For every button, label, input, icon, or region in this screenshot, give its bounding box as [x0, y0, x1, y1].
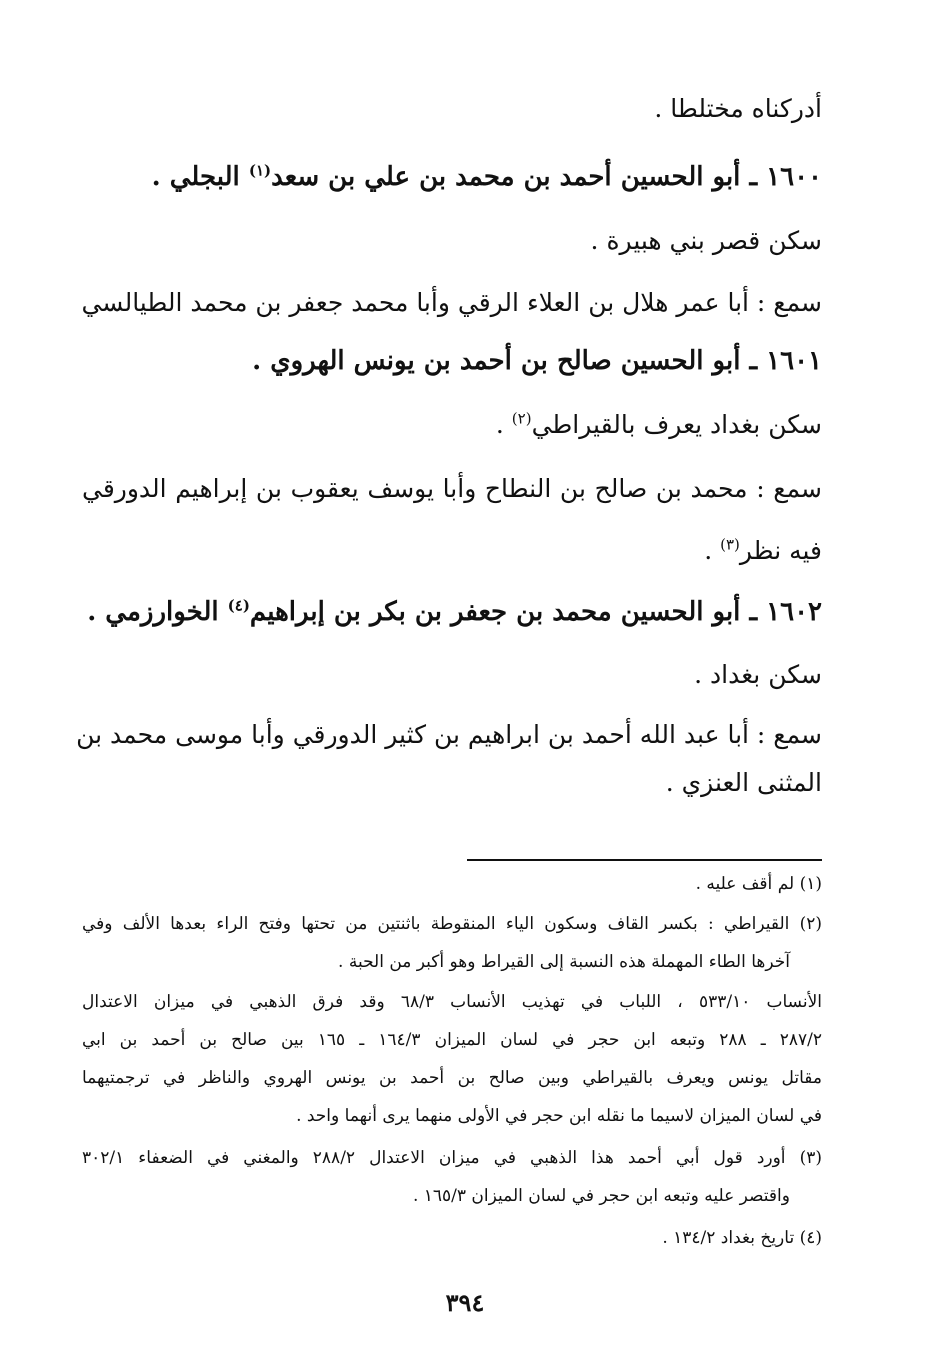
footnote-divider — [467, 859, 822, 861]
entry-1600-heading — [152, 160, 822, 194]
footnote-1: (١) لم أقف عليه . — [695, 874, 822, 894]
footnote-2-line-6: في لسان الميزان لاسيما ما نقله ابن حجر في الأولى منهما يرى أنهما واحد . — [296, 1106, 822, 1126]
entry-1602-heard: سمع : أبا عبد الله أحمد بن ابراهيم بن كثير الدورقي وأبا موسى محمد بن — [76, 720, 822, 749]
footnote-ref-2: (٢) — [511, 409, 532, 428]
entry-1602-tail: الخوارزمي . — [87, 597, 228, 627]
entry-1600-text: ١٦٠٠ ـ أبو الحسين أحمد بن محمد بن علي بن سعد — [271, 162, 822, 192]
footnote-3-line-1: (٣) أورد قول أبي أحمد هذا الذهبي في ميزان الاعتدال ٢٨٨/٢ والمغني في الضعفاء ٣٠٢/١ — [82, 1148, 822, 1168]
footnote-2-line-3: الأنساب ٥٣٣/١٠ ، اللباب في تهذيب الأنساب ٦٨/٣ وقد فرق الذهبي في ميزان الاعتدال — [82, 992, 823, 1012]
text-line-adraknahu: أدركناه مختلطا . — [654, 94, 822, 123]
footnote-4: (٤) تاريخ بغداد ١٣٤/٢ . — [662, 1228, 822, 1248]
entry-1601-remark — [704, 534, 822, 568]
entry-1602-residence: سكن بغداد . — [694, 660, 822, 689]
footnote-2-line-5: مقاتل يونس ويعرف بالقيراطي وبين صالح بن أحمد بن يونس الهروي والناظر في ترجمتيهما — [82, 1068, 822, 1088]
footnote-2-line-2: آخرها الطاء المهملة هذه النسبة إلى القيراط وهو أكبر من الحبة . — [338, 952, 790, 972]
entry-1601-heard: سمع : محمد بن صالح بن النطاح وأبا يوسف يعقوب بن إبراهيم الدورقي — [82, 474, 822, 503]
footnote-2-line-4: ٢٨٧/٢ ـ ٢٨٨ وتبعه ابن حجر في لسان الميزان ١٦٤/٣ ـ ١٦٥ بين صالح بن أحمد بن ابي — [82, 1030, 822, 1050]
entry-1600-residence: سكن قصر بني هبيرة . — [590, 226, 822, 255]
entry-1601-residence-text: سكن بغداد يعرف بالقيراطي — [531, 410, 822, 439]
entry-1601-remark-text: فيه نظر — [739, 536, 822, 565]
entry-1601-heading: ١٦٠١ ـ أبو الحسين صالح بن أحمد بن يونس الهروي . — [252, 346, 822, 376]
entry-1602-heading — [87, 595, 822, 629]
entry-1601-remark-tail: . — [704, 536, 721, 565]
entry-1601-residence-tail: . — [495, 410, 512, 439]
entry-1600-tail: البجلي . — [151, 162, 249, 192]
footnote-ref-3: (٣) — [720, 535, 740, 554]
page-number: ٣٩٤ — [445, 1288, 485, 1317]
footnote-ref-1: (١) — [248, 161, 272, 180]
footnote-ref-4: (٤) — [227, 596, 250, 615]
footnote-3-line-2: واقتصر عليه وتبعه ابن حجر في لسان الميزان ١٦٥/٣ . — [412, 1186, 790, 1206]
entry-1601-residence — [496, 408, 822, 442]
footnote-2-line-1: (٢) القيراطي : بكسر القاف وسكون الياء المنقوطة باثنتين من تحتها وفتح الراء بعدها الألف وفي — [82, 914, 822, 934]
entry-1602-text: ١٦٠٢ ـ أبو الحسين محمد بن جعفر بن بكر بن إبراهيم — [249, 597, 822, 627]
entry-1602-heard-cont: المثنى العنزي . — [665, 768, 822, 797]
entry-1600-heard: سمع : أبا عمر هلال بن العلاء الرقي وأبا محمد جعفر بن محمد الطيالسي — [81, 288, 822, 317]
